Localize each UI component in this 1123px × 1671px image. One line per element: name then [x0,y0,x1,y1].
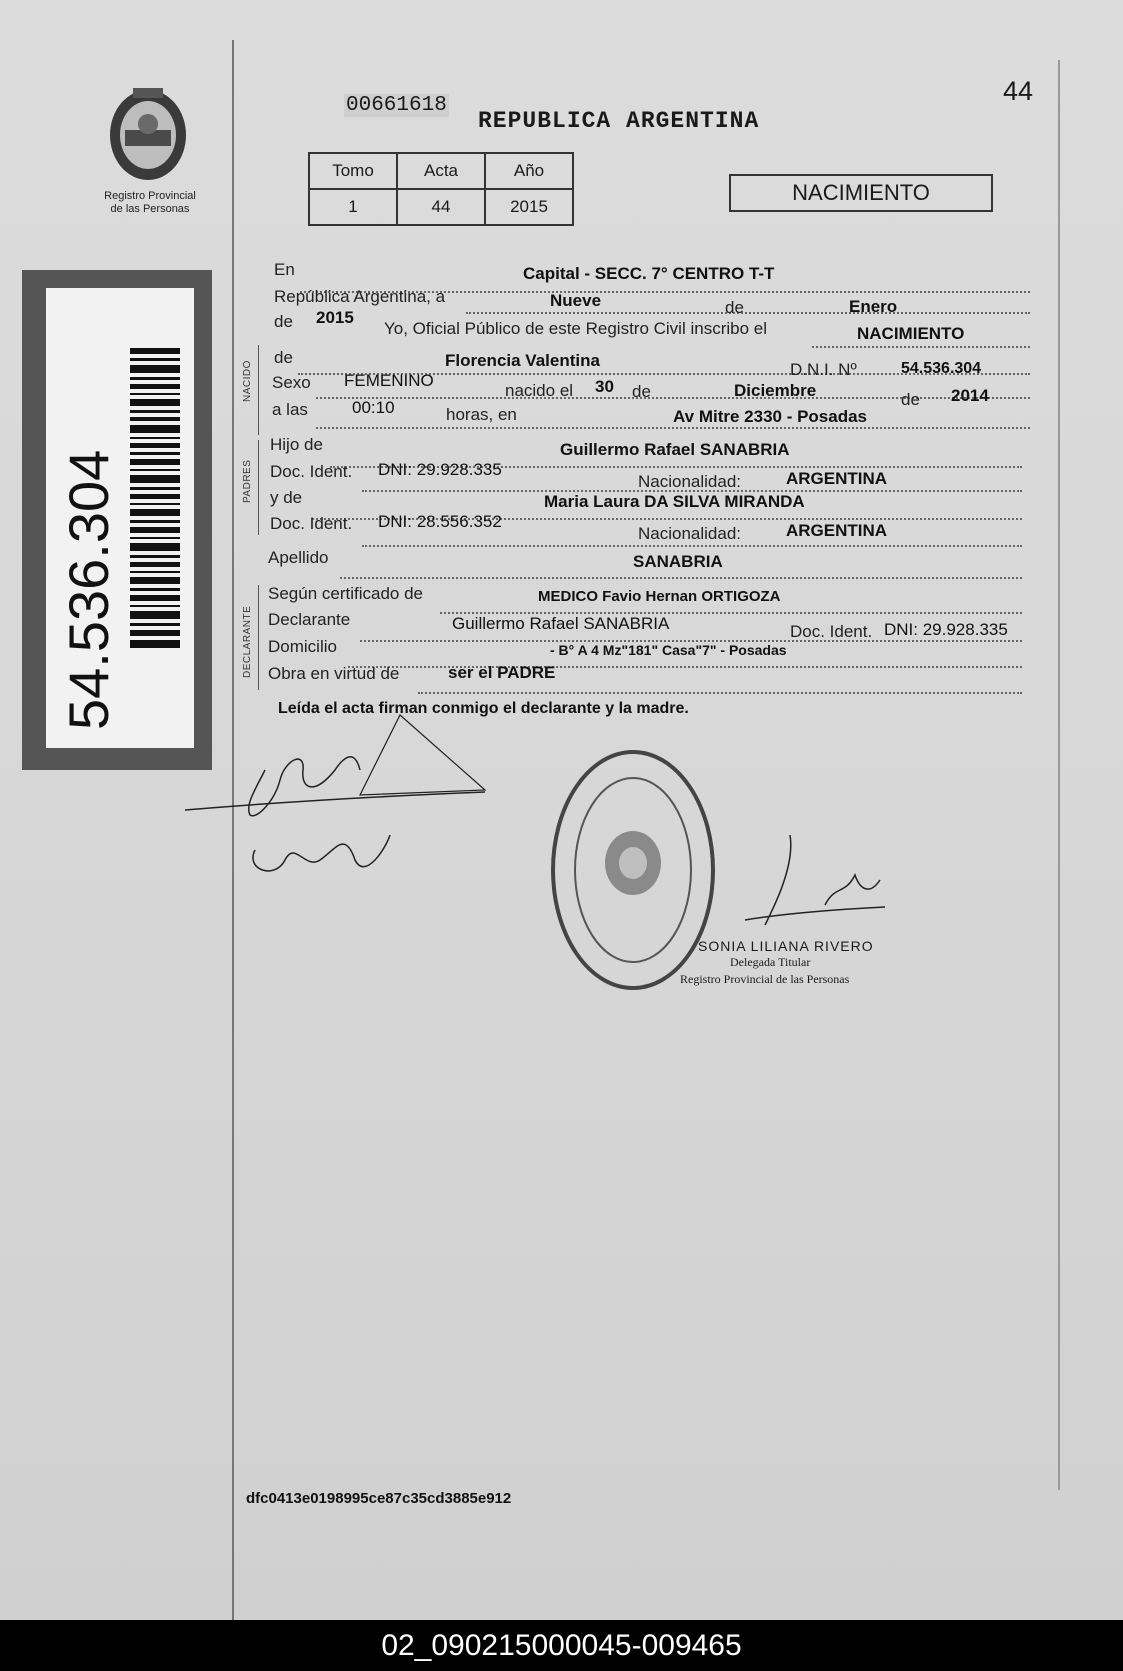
table-value-tomo: 1 [309,189,397,225]
dots-acto [812,346,1030,348]
record-type-box: NACIMIENTO [729,174,993,212]
value-hora: 00:10 [352,398,395,417]
value-lugar: Capital - SECC. 7° CENTRO T-T [523,264,775,283]
value-lugar-nac: Av Mitre 2330 - Posadas [673,407,868,426]
table-header-acta: Acta [397,153,485,189]
value-madre: Maria Laura DA SILVA MIRANDA [544,492,805,511]
province-seal-logo [103,80,193,188]
barcode-panel [22,270,212,770]
value-declarante: Guillermo Rafael SANABRIA [452,614,670,633]
table-value-anio: 2015 [485,189,573,225]
label-declarante: Declarante [268,610,351,629]
label-nacionalidad-madre: Nacionalidad: [638,524,742,543]
label-apellido: Apellido [268,548,329,567]
value-madre-nac: ARGENTINA [786,521,888,540]
page-number: 44 [1003,76,1034,106]
record-table [308,152,574,226]
document-title: REPUBLICA ARGENTINA [478,108,760,134]
official-title: Delegada Titular [730,955,811,969]
label-hijo-de: Hijo de [270,435,323,454]
official-office: Registro Provincial de las Personas [680,972,850,986]
side-label-declarante: DECLARANTE [242,605,253,678]
nacido-section-line [258,345,259,435]
label-horas-en: horas, en [446,405,517,424]
dots-obra [418,692,1022,694]
label-y-de: y de [270,488,303,507]
value-mes-nac: Diciembre [734,381,817,400]
label-doc-ident-declarante: Doc. Ident. [790,622,873,641]
label-domicilio: Domicilio [268,637,337,656]
table-header-anio: Año [485,153,573,189]
label-obra: Obra en virtud de [268,664,400,683]
label-nacionalidad-padre: Nacionalidad: [638,472,742,491]
label-doc-ident-madre: Doc. Ident. [270,514,353,533]
dots-apellido [340,577,1022,579]
value-acto: NACIMIENTO [857,324,965,343]
dots-republica [466,312,1030,314]
value-dia-nac: 30 [595,377,614,396]
value-certificado: MEDICO Favio Hernan ORTIGOZA [538,588,781,605]
value-mes-inscripcion: Enero [849,297,898,316]
barcode-icon [130,348,180,648]
value-padre-doc: DNI: 29.928.335 [378,460,502,479]
file-id-footer: 02_090215000045-009465 [0,1620,1123,1671]
label-a-las: a las [272,400,308,419]
value-dia-inscripcion: Nueve [550,291,602,310]
label-dni: D.N.I. Nº [790,360,857,379]
label-doc-ident-padre: Doc. Ident. [270,462,353,481]
label-segun: Según certificado de [268,584,423,603]
padres-section-line [258,440,259,535]
value-padre: Guillermo Rafael SANABRIA [560,440,790,459]
label-nacido-el: nacido el [505,381,574,400]
registry-name: Registro Provincial de las Personas [104,190,196,215]
official-signature [735,835,895,935]
value-apellido: SANABRIA [633,552,723,571]
closing-text: Leída el acta firman conmigo el declarante y la madre. [278,700,689,717]
value-declarante-doc: DNI: 29.928.335 [884,620,1008,639]
right-margin-line [1058,60,1060,1490]
value-dni: 54.536.304 [901,360,982,377]
dots-sexo [316,397,1030,399]
official-name: SONIA LILIANA RIVERO [698,938,874,954]
dots-madre-doc [362,545,1022,547]
value-domicilio: - B° A 4 Mz"181" Casa"7" - Posadas [550,642,787,658]
label-sexo: Sexo [272,373,311,392]
serial-number: 00661618 [346,94,447,117]
barcode-number: 54.536.304 [57,449,120,730]
declarante-section-line [258,585,259,690]
declarant-signature [185,710,495,890]
value-nombre: Florencia Valentina [445,351,600,370]
label-de-name: de [274,348,293,367]
label-de-mes: de [632,382,651,401]
side-label-padres: PADRES [242,459,253,503]
label-en: En [274,260,295,279]
label-de-anio: de [901,390,920,409]
table-header-tomo: Tomo [309,153,397,189]
label-de2: de [274,312,293,331]
value-anio-inscripcion: 2015 [316,308,354,327]
dots-horas [316,427,1030,429]
barcode-label [46,288,194,748]
table-value-acta: 44 [397,189,485,225]
document-hash: dfc0413e0198995ce87c35cd3885e912 [246,1490,512,1507]
value-obra: ser el PADRE [448,663,556,682]
label-republica: República Argentina, a [274,287,446,306]
value-sexo: FEMENINO [344,371,434,390]
label-de: de [725,298,744,317]
official-stamp [548,745,718,995]
value-padre-nac: ARGENTINA [786,469,888,488]
value-anio-nac: 2014 [951,386,989,405]
side-label-nacido: NACIDO [242,360,253,402]
label-yo: Yo, Oficial Público de este Registro Civil inscribo el [384,319,767,338]
value-madre-doc: DNI: 28.556.352 [378,512,502,531]
